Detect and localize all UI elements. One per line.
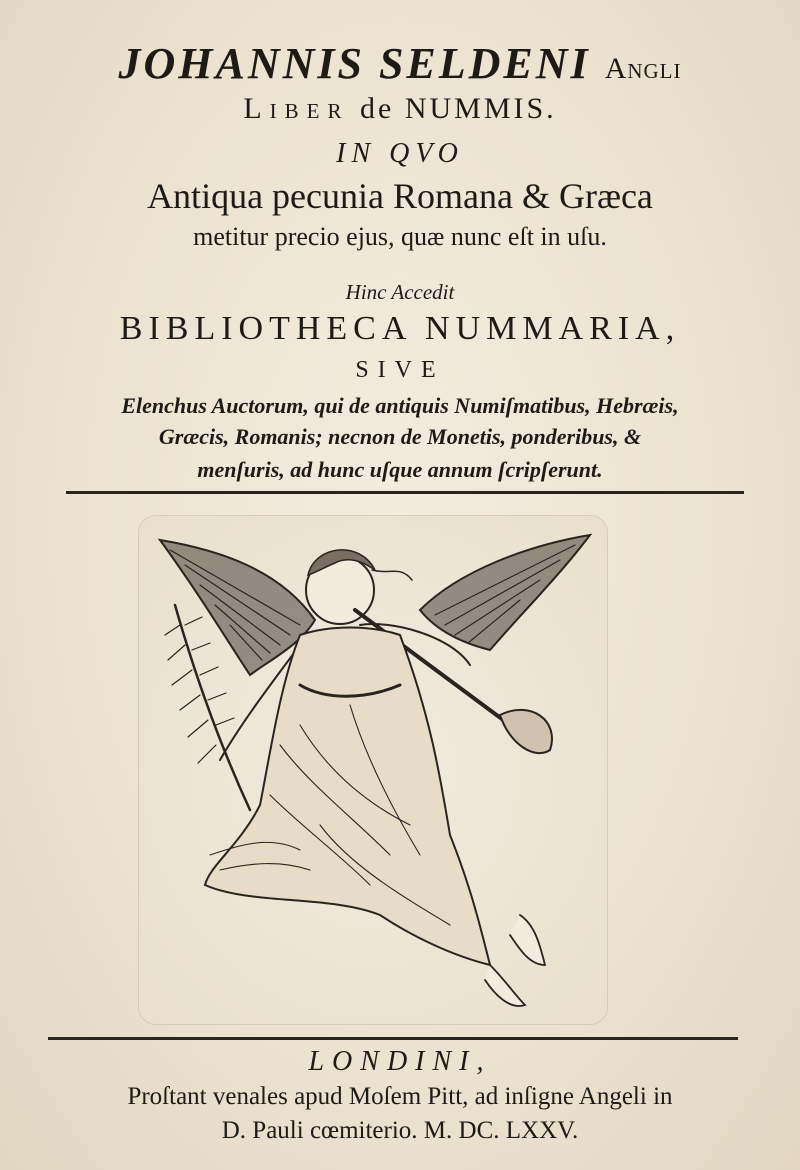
imprint-city: LONDINI, [308, 1046, 492, 1077]
imprint-publisher: Proſtant venales apud Moſem Pitt, ad inſigne Angeli in [127, 1083, 673, 1110]
author-nation: Angli [604, 52, 682, 85]
bottom-rule [48, 1037, 738, 1040]
angel-engraving [150, 525, 600, 1020]
subtitle-line-2: metitur precio ejus, quæ nunc eſt in uſu. [193, 222, 607, 251]
appendix-description-3: menſuris, ad hunc uſque annum ſcripſerunt. [197, 457, 603, 482]
top-rule [66, 491, 744, 494]
subtitle-line-1: Antiqua pecunia Romana & Græca [147, 176, 653, 216]
appendix-heading: BIBLIOTHECA NUMMARIA, [119, 310, 681, 347]
appendix-description-1: Elenchus Auctorum, qui de antiquis Numiſmatibus, Hebræis, [121, 393, 679, 418]
author-name: JOHANNIS SELDENI [118, 39, 591, 88]
liber-word: Liber [243, 92, 350, 125]
nummis-word: NUMMIS. [404, 92, 557, 125]
appendix-intro: Hinc Accedit [345, 280, 455, 304]
imprint-date: D. Pauli cœmiterio. M. DC. LXXV. [221, 1117, 579, 1144]
in-quo-line: IN QVO [336, 138, 464, 169]
title-line-2 [0, 92, 800, 126]
appendix-description-2: Græcis, Romanis; necnon de Monetis, ponderibus, & [158, 424, 642, 449]
author-line [0, 38, 800, 89]
sive-line: SIVE [355, 357, 445, 383]
de-word: de [359, 92, 395, 125]
